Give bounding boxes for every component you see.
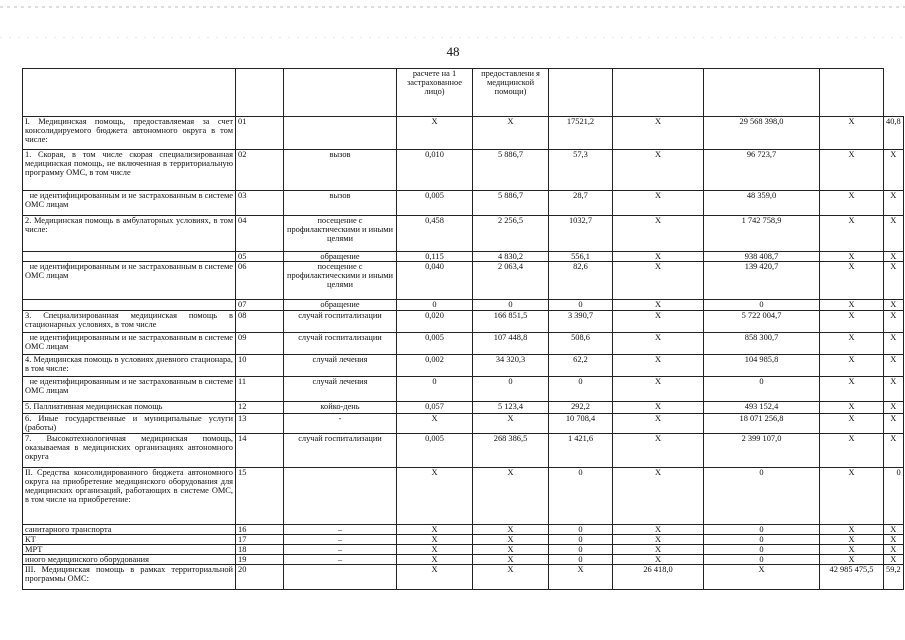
cell-value: X <box>820 468 884 525</box>
row-number: 09 <box>236 333 284 355</box>
header-cell-7 <box>613 69 704 117</box>
cell-value: 17521,2 <box>549 117 613 150</box>
row-number: 12 <box>236 402 284 414</box>
cell-value: X <box>613 414 704 434</box>
row-name: III. Медицинская помощь в рамках территориальной программы ОМС: <box>23 565 236 590</box>
row-number: 01 <box>236 117 284 150</box>
cell-value: X <box>613 117 704 150</box>
cell-value: X <box>820 216 884 252</box>
scan-artifact-top-2 <box>0 37 905 38</box>
cell-value: 268 386,5 <box>473 434 549 468</box>
cell-value: 28,7 <box>549 191 613 216</box>
cell-value: X <box>549 565 613 590</box>
row-name: санитарного транспорта <box>23 525 236 535</box>
table-row <box>23 555 904 565</box>
cell-value: X <box>613 355 704 377</box>
row-unit: случай госпитализации <box>284 333 397 355</box>
cell-value: 0,010 <box>397 150 473 191</box>
cell-value: 0 <box>473 300 549 311</box>
cell-value: X <box>820 262 884 300</box>
cell-value: X <box>473 565 549 590</box>
cell-value: 2 063,4 <box>473 262 549 300</box>
table-row <box>23 262 904 300</box>
cell-value: X <box>397 535 473 545</box>
row-unit: – <box>284 545 397 555</box>
page-number: 48 <box>446 44 460 59</box>
cell-value: X <box>613 252 704 262</box>
cell-value: X <box>613 333 704 355</box>
row-unit: случай лечения <box>284 355 397 377</box>
header-cell-9 <box>820 69 884 117</box>
header-cell-num <box>236 69 284 117</box>
row-name <box>23 252 236 262</box>
cell-value: X <box>884 252 904 262</box>
table-row <box>23 525 904 535</box>
cell-value: 493 152,4 <box>704 402 820 414</box>
row-number: 07 <box>236 300 284 311</box>
cell-value: X <box>884 555 904 565</box>
cell-value: 0,005 <box>397 333 473 355</box>
cell-value: 0,458 <box>397 216 473 252</box>
table-row <box>23 535 904 545</box>
cell-value: 0 <box>704 535 820 545</box>
cell-value: 0 <box>704 555 820 565</box>
cell-value: X <box>473 555 549 565</box>
table-row <box>23 117 904 150</box>
row-number: 13 <box>236 414 284 434</box>
cell-value: X <box>397 525 473 535</box>
row-number: 10 <box>236 355 284 377</box>
table-row <box>23 150 904 191</box>
row-name: не идентифицированным и не застрахованным в системе ОМС лицам <box>23 377 236 402</box>
header-cell-8 <box>704 69 820 117</box>
cell-value: X <box>397 117 473 150</box>
table-row <box>23 434 904 468</box>
cell-value: 26 418,0 <box>613 565 704 590</box>
row-unit: случай лечения <box>284 377 397 402</box>
row-unit: случай госпитализации <box>284 434 397 468</box>
cell-value: 0 <box>549 525 613 535</box>
cell-value: X <box>884 355 904 377</box>
cell-value: 82,6 <box>549 262 613 300</box>
row-name: 7. Высокотехнологичная медицинская помощь, оказываемая в медицинских организациях автономного округа <box>23 434 236 468</box>
cell-value: X <box>820 355 884 377</box>
cell-value: X <box>473 468 549 525</box>
cell-value: 5 886,7 <box>473 150 549 191</box>
row-name: 6. Иные государственные и муниципальные услуги (работы) <box>23 414 236 434</box>
cell-value: X <box>473 117 549 150</box>
cell-value: 5 886,7 <box>473 191 549 216</box>
row-number: 06 <box>236 262 284 300</box>
cell-value: 0,040 <box>397 262 473 300</box>
table-row <box>23 216 904 252</box>
cell-value: 0 <box>397 300 473 311</box>
cell-value: X <box>397 565 473 590</box>
cell-value: 34 320,3 <box>473 355 549 377</box>
cell-value: X <box>884 216 904 252</box>
row-number: 02 <box>236 150 284 191</box>
cell-value: 0 <box>473 377 549 402</box>
cell-value: 5 123,4 <box>473 402 549 414</box>
cell-value: X <box>884 311 904 333</box>
cell-value: 1 742 758,9 <box>704 216 820 252</box>
cell-value: X <box>613 216 704 252</box>
cell-value: X <box>397 468 473 525</box>
cell-value: 62,2 <box>549 355 613 377</box>
row-name: 2. Медицинская помощь в амбулаторных условиях, в том числе: <box>23 216 236 252</box>
cell-value: X <box>820 311 884 333</box>
cell-value: X <box>884 300 904 311</box>
cell-value: 508,6 <box>549 333 613 355</box>
row-unit: койко-день <box>284 402 397 414</box>
header-cell-per-insured: расчете на 1 застрахованное лицо) <box>397 69 473 117</box>
row-name: 4. Медицинская помощь в условиях дневного стационара, в том числе: <box>23 355 236 377</box>
table-row <box>23 252 904 262</box>
cell-value: 0,020 <box>397 311 473 333</box>
header-cell-6 <box>549 69 613 117</box>
cell-value: X <box>473 414 549 434</box>
row-unit: – <box>284 555 397 565</box>
header-cell-name <box>23 69 236 117</box>
row-name: не идентифицированным и не застрахованным в системе ОМС лицам <box>23 191 236 216</box>
cell-value: 18 071 256,8 <box>704 414 820 434</box>
cell-value: 0,002 <box>397 355 473 377</box>
row-unit: – <box>284 525 397 535</box>
row-name: КТ <box>23 535 236 545</box>
cell-value: 0 <box>704 377 820 402</box>
row-unit <box>284 468 397 525</box>
cell-value: 0,005 <box>397 434 473 468</box>
cell-value: 42 985 475,5 <box>820 565 884 590</box>
row-number: 18 <box>236 545 284 555</box>
row-number: 03 <box>236 191 284 216</box>
row-name <box>23 300 236 311</box>
row-unit: случай госпитализации <box>284 311 397 333</box>
cell-value: X <box>613 434 704 468</box>
row-unit: вызов <box>284 191 397 216</box>
cell-value: X <box>613 377 704 402</box>
row-unit: обращение <box>284 252 397 262</box>
cell-value: 0 <box>884 468 904 525</box>
cell-value: X <box>820 191 884 216</box>
table-row <box>23 377 904 402</box>
table-header-row <box>23 69 904 117</box>
cell-value: 48 359,0 <box>704 191 820 216</box>
cell-value: X <box>613 555 704 565</box>
cell-value: 0 <box>397 377 473 402</box>
cell-value: 3 390,7 <box>549 311 613 333</box>
cell-value: 40,8 <box>884 117 904 150</box>
cell-value: 29 568 398,0 <box>704 117 820 150</box>
row-name: не идентифицированным и не застрахованным в системе ОМС лицам <box>23 333 236 355</box>
row-number: 15 <box>236 468 284 525</box>
cell-value: X <box>613 468 704 525</box>
row-unit <box>284 117 397 150</box>
cell-value: X <box>884 535 904 545</box>
row-number: 14 <box>236 434 284 468</box>
row-number: 20 <box>236 565 284 590</box>
cell-value: X <box>820 252 884 262</box>
row-number: 19 <box>236 555 284 565</box>
header-cell-per-unit: предоставлени я медицинской помощи) <box>473 69 549 117</box>
cell-value: 0,115 <box>397 252 473 262</box>
row-name: 5. Паллиативная медицинская помощь <box>23 402 236 414</box>
cell-value: X <box>884 191 904 216</box>
row-number: 17 <box>236 535 284 545</box>
row-name: 3. Специализированная медицинская помощь в стационарных условиях, в том числе <box>23 311 236 333</box>
row-unit: вызов <box>284 150 397 191</box>
cell-value: 57,3 <box>549 150 613 191</box>
cell-value: 0,005 <box>397 191 473 216</box>
row-number: 16 <box>236 525 284 535</box>
cell-value: 0 <box>704 468 820 525</box>
cell-value: 0 <box>704 525 820 535</box>
cell-value: 0 <box>549 535 613 545</box>
cell-value: 5 722 004,7 <box>704 311 820 333</box>
cell-value: 0 <box>549 555 613 565</box>
row-number: 11 <box>236 377 284 402</box>
cell-value: 96 723,7 <box>704 150 820 191</box>
cell-value: X <box>613 311 704 333</box>
table-row <box>23 311 904 333</box>
cell-value: X <box>820 402 884 414</box>
cell-value: 292,2 <box>549 402 613 414</box>
cell-value: X <box>473 525 549 535</box>
cell-value: X <box>820 333 884 355</box>
cell-value: 2 399 107,0 <box>704 434 820 468</box>
cell-value: 1 421,6 <box>549 434 613 468</box>
cell-value: X <box>613 525 704 535</box>
cell-value: 166 851,5 <box>473 311 549 333</box>
table-row <box>23 300 904 311</box>
row-number: 04 <box>236 216 284 252</box>
program-financing-table <box>22 68 904 590</box>
cell-value: X <box>884 377 904 402</box>
cell-value: 59,2 <box>884 565 904 590</box>
row-unit <box>284 565 397 590</box>
cell-value: X <box>884 545 904 555</box>
cell-value: X <box>884 434 904 468</box>
table-row <box>23 565 904 590</box>
cell-value: 0 <box>704 545 820 555</box>
cell-value: 858 300,7 <box>704 333 820 355</box>
cell-value: X <box>820 525 884 535</box>
cell-value: X <box>613 150 704 191</box>
cell-value: X <box>884 333 904 355</box>
table-row <box>23 545 904 555</box>
row-number: 05 <box>236 252 284 262</box>
cell-value: X <box>820 117 884 150</box>
row-name: МРТ <box>23 545 236 555</box>
cell-value: 139 420,7 <box>704 262 820 300</box>
row-name: I. Медицинская помощь, предоставляемая за счет консолидируемого бюджета автономного округа в том числе: <box>23 117 236 150</box>
cell-value: 2 256,5 <box>473 216 549 252</box>
cell-value: X <box>884 402 904 414</box>
cell-value: X <box>884 262 904 300</box>
cell-value: 104 985,8 <box>704 355 820 377</box>
header-cell-unit <box>284 69 397 117</box>
cell-value: X <box>613 262 704 300</box>
cell-value: 10 708,4 <box>549 414 613 434</box>
cell-value: X <box>820 555 884 565</box>
cell-value: X <box>820 535 884 545</box>
cell-value: X <box>884 414 904 434</box>
cell-value: X <box>397 414 473 434</box>
cell-value: X <box>397 555 473 565</box>
cell-value: 1032,7 <box>549 216 613 252</box>
cell-value: 0 <box>704 300 820 311</box>
row-number: 08 <box>236 311 284 333</box>
cell-value: X <box>613 545 704 555</box>
row-unit: обращение <box>284 300 397 311</box>
cell-value: X <box>884 150 904 191</box>
cell-value: X <box>613 191 704 216</box>
row-name: иного медицинского оборудования <box>23 555 236 565</box>
row-name: II. Средства консолидированного бюджета автономного округа на приобретение медицинского оборудования для медицинских организаций, работающих в системе ОМС, в том числе на приобретение: <box>23 468 236 525</box>
scan-artifact-top <box>0 6 905 8</box>
cell-value: X <box>397 545 473 555</box>
cell-value: X <box>820 545 884 555</box>
cell-value: X <box>820 434 884 468</box>
table-row <box>23 468 904 525</box>
cell-value: 938 408,7 <box>704 252 820 262</box>
table-row <box>23 414 904 434</box>
table-row <box>23 402 904 414</box>
cell-value: 107 448,8 <box>473 333 549 355</box>
cell-value: 556,1 <box>549 252 613 262</box>
cell-value: X <box>884 525 904 535</box>
cell-value: X <box>820 414 884 434</box>
cell-value: X <box>613 402 704 414</box>
cell-value: 0 <box>549 300 613 311</box>
row-unit: - <box>284 414 397 434</box>
cell-value: 0 <box>549 545 613 555</box>
cell-value: 0 <box>549 468 613 525</box>
cell-value: X <box>473 545 549 555</box>
cell-value: X <box>820 300 884 311</box>
row-name: не идентифицированным и не застрахованным в системе ОМС лицам <box>23 262 236 300</box>
cell-value: X <box>820 150 884 191</box>
table-row <box>23 191 904 216</box>
table-row <box>23 355 904 377</box>
cell-value: X <box>613 300 704 311</box>
cell-value: X <box>820 377 884 402</box>
cell-value: X <box>613 535 704 545</box>
row-unit: – <box>284 535 397 545</box>
cell-value: 0 <box>549 377 613 402</box>
cell-value: 4 830,2 <box>473 252 549 262</box>
cell-value: 0,057 <box>397 402 473 414</box>
table-row <box>23 333 904 355</box>
cell-value: X <box>473 535 549 545</box>
cell-value: X <box>704 565 820 590</box>
row-unit: посещение с профилактическими и иными целями <box>284 216 397 252</box>
row-name: 1. Скорая, в том числе скорая специализированная медицинская помощь, не включенная в территориальную программу ОМС, в том числе <box>23 150 236 191</box>
row-unit: посещение с профилактическими и иными целями <box>284 262 397 300</box>
